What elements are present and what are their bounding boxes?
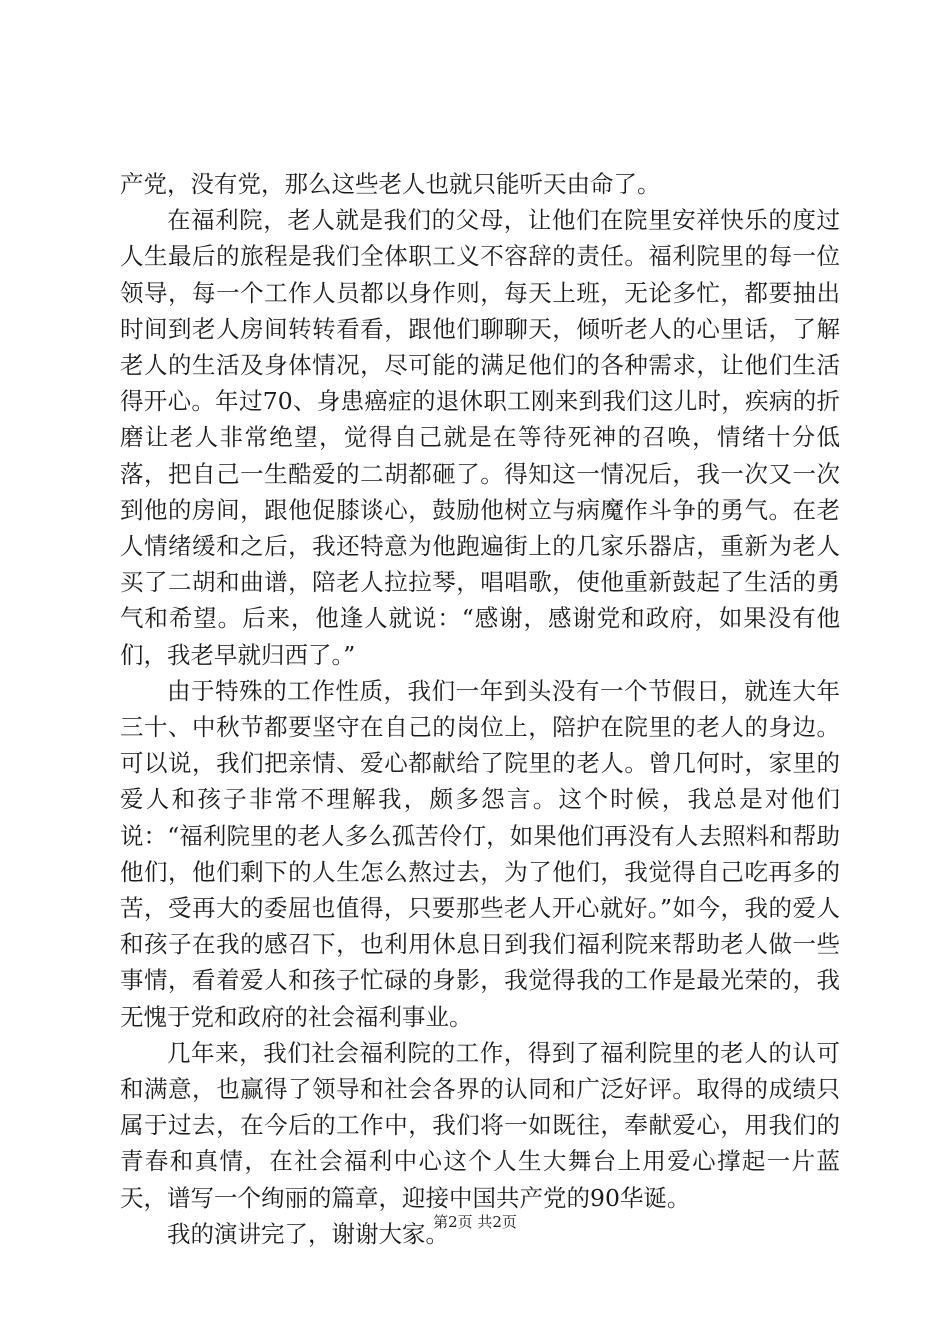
document-body	[120, 166, 840, 1252]
paragraph-4: 几年来，我们社会福利院的工作，得到了福利院里的老人的认可和满意，也赢得了领导和社会各界的认同和广泛好评。取得的成绩只属于过去，在今后的工作中，我们将一如既往，奉献爱心，用我们的青春和真情，在社会福利中心这个人生大舞台上用爱心撑起一片蓝天，谱写一个绚丽的篇章，迎接中国共产党的90华诞。	[120, 1038, 840, 1212]
paragraph-5: 我的演讲完了，谢谢大家。	[167, 1219, 449, 1248]
paragraph-1: 产党，没有党，那么这些老人也就只能听天由命了。	[120, 170, 661, 198]
paragraph-2: 在福利院，老人就是我们的父母，让他们在院里安祥快乐的度过人生最后的旅程是我们全体职工义不容辞的责任。福利院里的每一位领导，每一个工作人员都以身作则，每天上班，无论多忙，都要抽出时间到老人房间转转看看，跟他们聊聊天，倾听老人的心里话，了解老人的生活及身体情况，尽可能的满足他们的各种需求，让他们生活得开心。年过70、身患癌症的退休职工刚来到我们这儿时，疾病的折磨让老人非常绝望，觉得自己就是在等待死神的召唤，情绪十分低落，把自己一生酷爱的二胡都砸了。得知这一情况后，我一次又一次到他的房间，跟他促膝谈心，鼓励他树立与病魔作斗争的勇气。在老人情绪缓和之后，我还特意为他跑遍街上的几家乐器店，重新为老人买了二胡和曲谱，陪老人拉拉琴，唱唱歌，使他重新鼓起了生活的勇气和希望。后来，他逢人就说：“感谢，感谢党和政府，如果没有他们，我老早就归西了。”	[120, 206, 840, 669]
page-number-footer: 第2页 共2页	[433, 1213, 517, 1231]
paragraph-3: 由于特殊的工作性质，我们一年到头没有一个节假日，就连大年三十、中秋节都要坚守在自己的岗位上，陪护在院里的老人的身边。可以说，我们把亲情、爱心都献给了院里的老人。曾几何时，家里的爱人和孩子非常不理解我，颇多怨言。这个时候，我总是对他们说：“福利院里的老人多么孤苦伶仃，如果他们再没有人去照料和帮助他们，他们剩下的人生怎么熬过去，为了他们，我觉得自己吃再多的苦，受再大的委屈也值得，只要那些老人开心就好。”如今，我的爱人和孩子在我的感召下，也利用休息日到我们福利院来帮助老人做一些事情，看着爱人和孩子忙碌的身影，我觉得我的工作是最光荣的，我无愧于党和政府的社会福利事业。	[120, 676, 840, 1031]
